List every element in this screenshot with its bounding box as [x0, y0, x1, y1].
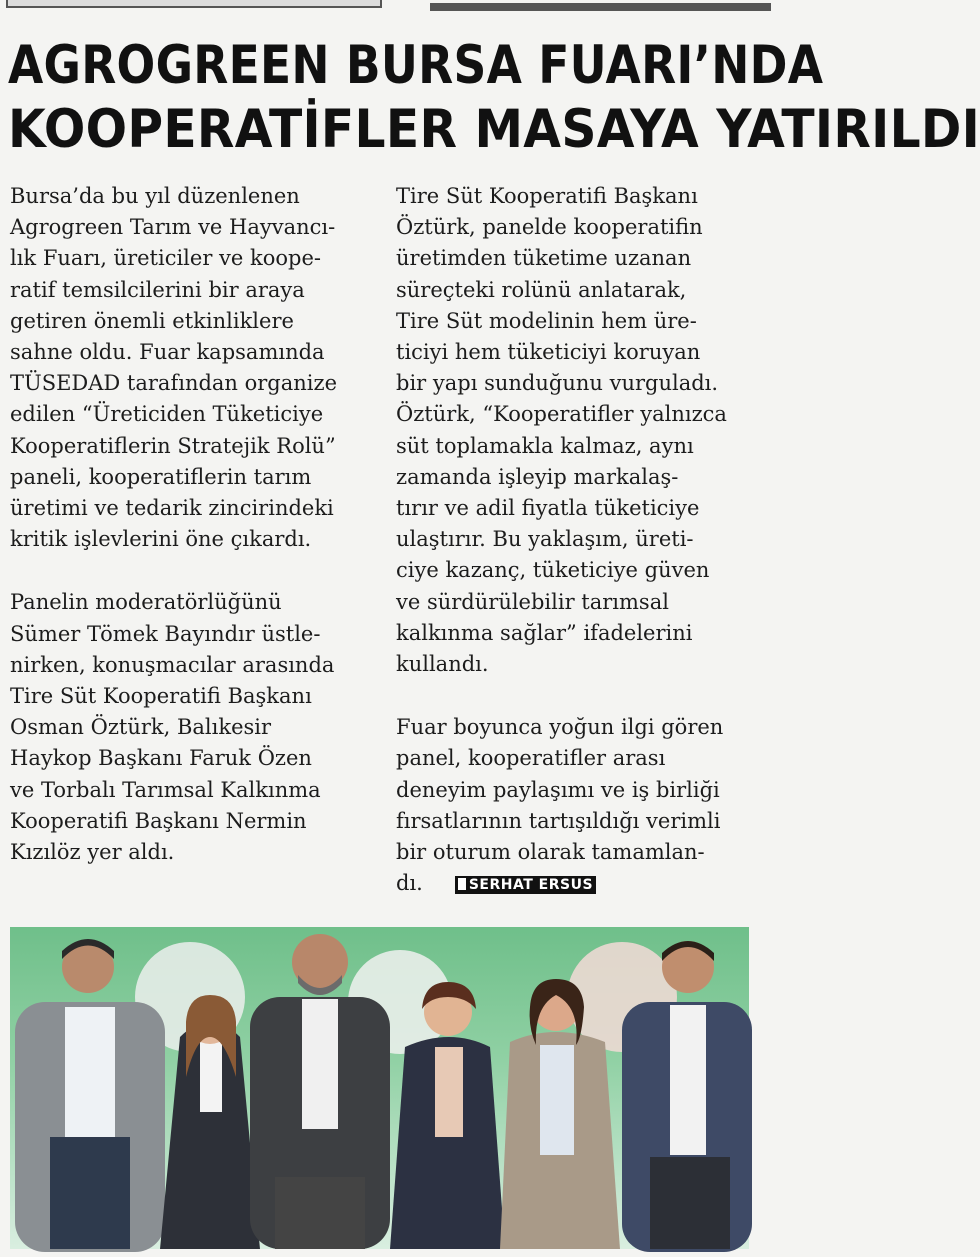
right-paragraph-2 [396, 712, 761, 899]
article-column-left [10, 181, 375, 868]
left-paragraph-1: Bursa’da bu yıl düzenlenen Agrogreen Tarım ve Hayvancı- lık Fuarı, üreticiler ve koope- ratif temsilcilerini bir araya getiren önemli etkinliklere sahne oldu. Fuar kapsamında TÜSEDAD tarafından organize edilen “Üreticiden Tüketiciye Kooperatiflerin Stratejik Rolü” paneli, kooperatiflerin tarım üretimi ve tedarik zincirindeki kritik işlevlerini öne çıkardı. [10, 184, 338, 552]
article-photo [10, 927, 749, 1249]
byline-name: SERHAT ERSUS [468, 876, 594, 893]
group-photo-illustration [10, 927, 749, 1249]
left-paragraph-2: Panelin moderatörlüğünü Sümer Tömek Bayındır üstle- nirken, konuşmacılar arasında Tire Süt Kooperatifi Başkanı Osman Öztürk, Balıkesir Haykop Başkanı Faruk Özen ve Torbalı Tarımsal Kalkınma Kooperatifi Başkanı Nermin Kızılöz yer aldı. [10, 590, 335, 865]
section-rule [430, 3, 771, 11]
previous-article-border [6, 0, 382, 8]
article-column-right [396, 181, 761, 899]
right-paragraph-2-text: Fuar boyunca yoğun ilgi gören panel, kooperatifler arası deneyim paylaşımı ve iş birliği fırsatlarının tartışıldığı verimli bir oturum olarak tamamlan- dı. [396, 715, 724, 896]
headline [8, 34, 980, 162]
headline-line-1: AGROGREEN BURSA FUARI’NDA [8, 35, 824, 96]
right-paragraph-1: Tire Süt Kooperatifi Başkanı Öztürk, panelde kooperatifin üretimden tüketime uzanan süreçteki rolünü anlatarak, Tire Süt modelinin hem üre- ticiyi hem tüketiciyi koruyan bir yapı sunduğunu vurguladı. Öztürk, “Kooperatifler yalnızca süt toplamakla kalmaz, aynı zamanda işleyip markalaş- tırır ve adil fiyatla tüketiciye ulaştırır. Bu yaklaşım, üreti- ciye kazanç, tüketiciye güven ve sürdürülebilir tarımsal kalkınma sağlar” ifadelerini kullandı. [396, 184, 727, 677]
headline-line-2: KOOPERATİFLER MASAYA YATIRILDI [8, 99, 980, 160]
author-byline [455, 876, 596, 894]
byline-square-icon [458, 878, 466, 890]
